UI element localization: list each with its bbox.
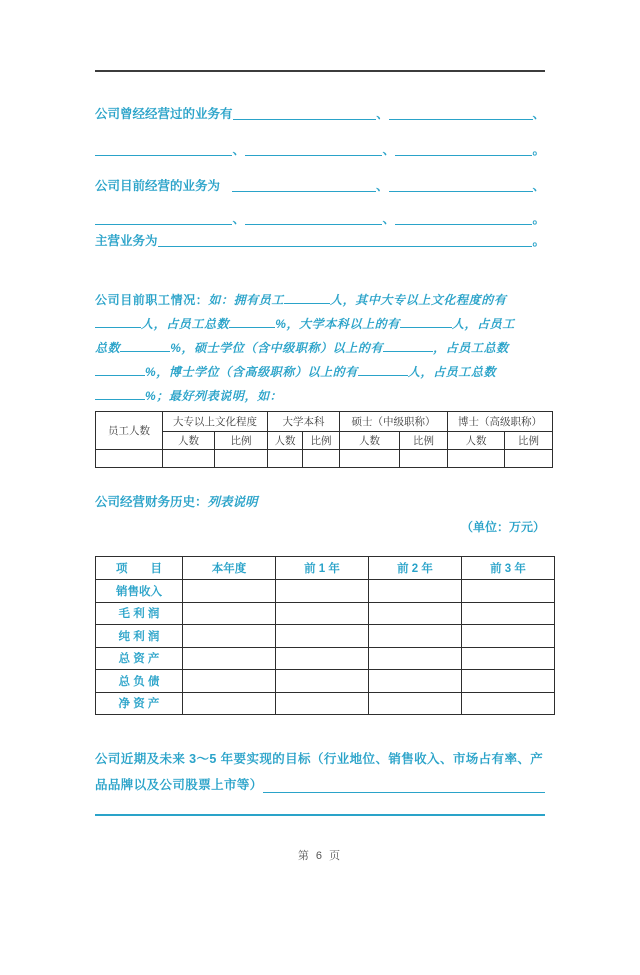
text-run: %，大学本科以上的有 bbox=[275, 317, 400, 331]
blank-field bbox=[263, 792, 545, 793]
blank-field bbox=[95, 388, 145, 400]
blank-field bbox=[233, 119, 377, 120]
staff-empty-cell bbox=[268, 450, 303, 468]
finance-empty-cell bbox=[276, 602, 369, 625]
finance-empty-cell bbox=[369, 580, 462, 603]
staff-col-group-college: 大专以上文化程度 bbox=[163, 412, 268, 432]
page-number: 第 6 页 bbox=[297, 850, 343, 862]
staff-situation-paragraph bbox=[95, 288, 545, 408]
blank-field bbox=[245, 155, 382, 156]
staff-line-1 bbox=[95, 288, 545, 312]
finance-empty-cell bbox=[183, 670, 276, 693]
blank-field bbox=[245, 224, 382, 225]
finance-table-row bbox=[96, 670, 555, 693]
text-run: 。 bbox=[532, 212, 545, 226]
main-business-line bbox=[95, 233, 545, 250]
finance-col-header: 前 2 年 bbox=[369, 557, 462, 580]
staff-subcol-count: 人数 bbox=[340, 432, 400, 450]
staff-subcol-ratio: 比例 bbox=[215, 432, 268, 450]
staff-table-empty-row bbox=[96, 450, 553, 468]
finance-empty-cell bbox=[183, 647, 276, 670]
blank-field bbox=[389, 119, 533, 120]
text-run: 人，占员工 bbox=[451, 317, 515, 331]
finance-empty-cell bbox=[369, 670, 462, 693]
text-run: 、 bbox=[532, 179, 546, 193]
staff-empty-cell bbox=[448, 450, 505, 468]
text-run: 主营业务为 bbox=[95, 234, 158, 248]
finance-empty-cell bbox=[183, 602, 276, 625]
text-run: ，占员工总数 bbox=[433, 341, 509, 355]
staff-subcol-ratio: 比例 bbox=[400, 432, 448, 450]
staff-col-group-doctor: 博士（高级职称） bbox=[448, 412, 553, 432]
blank-field bbox=[95, 224, 232, 225]
finance-empty-cell bbox=[276, 670, 369, 693]
staff-subcol-count: 人数 bbox=[268, 432, 303, 450]
staff-empty-cell bbox=[303, 450, 340, 468]
staff-empty-cell bbox=[340, 450, 400, 468]
finance-empty-cell bbox=[462, 602, 555, 625]
staff-empty-cell bbox=[96, 450, 163, 468]
text-run: 公司曾经经营过的业务有 bbox=[95, 107, 233, 121]
staff-subcol-count: 人数 bbox=[163, 432, 215, 450]
finance-col-header: 本年度 bbox=[183, 557, 276, 580]
staff-subcol-ratio: 比例 bbox=[303, 432, 340, 450]
current-business-line-2 bbox=[95, 211, 545, 228]
text-run: 列表说明 bbox=[207, 495, 258, 509]
text-run: 公司近期及未来 3～5 年要实现的目标（行业地位、销售收入、市场占有率、产 bbox=[95, 752, 544, 766]
finance-empty-cell bbox=[369, 625, 462, 648]
staff-empty-cell bbox=[400, 450, 448, 468]
staff-empty-cell bbox=[215, 450, 268, 468]
text-run: 、 bbox=[532, 107, 546, 121]
text-run: %；最好列表说明，如： bbox=[145, 389, 283, 403]
finance-col-header: 项 目 bbox=[96, 557, 183, 580]
finance-history-heading bbox=[95, 494, 545, 511]
blank-field bbox=[383, 340, 433, 352]
finance-empty-cell bbox=[183, 580, 276, 603]
finance-table-row bbox=[96, 602, 555, 625]
finance-empty-cell bbox=[369, 647, 462, 670]
unit-note: （单位：万元） bbox=[460, 520, 545, 534]
goals-line-2 bbox=[95, 772, 545, 798]
text-run: 、 bbox=[376, 179, 389, 193]
finance-empty-cell bbox=[462, 670, 555, 693]
finance-col-header: 前 1 年 bbox=[276, 557, 369, 580]
text-run: 人，占员工总数 bbox=[407, 365, 497, 379]
finance-empty-cell bbox=[276, 647, 369, 670]
past-business-line-2 bbox=[95, 142, 545, 159]
finance-header-row bbox=[96, 557, 555, 580]
text-run: 人，其中大专以上文化程度的有 bbox=[330, 293, 507, 307]
past-business-line-1 bbox=[95, 106, 545, 123]
blank-field bbox=[358, 364, 408, 376]
finance-row-label: 总 资 产 bbox=[96, 647, 183, 670]
blank-field bbox=[229, 316, 275, 328]
blank-field bbox=[395, 224, 532, 225]
finance-empty-cell bbox=[276, 625, 369, 648]
current-business-line-1 bbox=[95, 178, 545, 195]
finance-table bbox=[95, 556, 555, 715]
blank-field bbox=[400, 316, 452, 328]
staff-col-employees: 员工人数 bbox=[96, 412, 163, 450]
text-run: 品品牌以及公司股票上市等） bbox=[95, 778, 263, 792]
finance-empty-cell bbox=[276, 580, 369, 603]
blank-field bbox=[389, 191, 533, 192]
text-run: 、 bbox=[232, 143, 245, 157]
finance-empty-cell bbox=[462, 625, 555, 648]
finance-empty-cell bbox=[276, 692, 369, 715]
staff-table bbox=[95, 411, 553, 468]
header-rule bbox=[95, 70, 545, 72]
staff-line-5 bbox=[95, 384, 545, 408]
goals-line-1 bbox=[95, 746, 545, 772]
finance-row-label: 总 负 债 bbox=[96, 670, 183, 693]
finance-col-header: 前 3 年 bbox=[462, 557, 555, 580]
staff-subcol-ratio: 比例 bbox=[505, 432, 553, 450]
blank-field bbox=[232, 191, 376, 192]
text-run: 、 bbox=[376, 107, 389, 121]
staff-line-3 bbox=[95, 336, 545, 360]
finance-empty-cell bbox=[462, 580, 555, 603]
text-run: 。 bbox=[532, 143, 545, 157]
text-run: 如：拥有员工 bbox=[208, 293, 285, 307]
finance-empty-cell bbox=[462, 692, 555, 715]
text-run: 公司目前职工情况： bbox=[95, 293, 209, 307]
text-run: 公司经营财务历史： bbox=[95, 495, 208, 509]
text-run: 、 bbox=[382, 143, 395, 157]
text-run: 、 bbox=[232, 212, 245, 226]
blank-field bbox=[395, 155, 532, 156]
finance-row-label: 毛 利 润 bbox=[96, 602, 183, 625]
finance-table-row bbox=[96, 647, 555, 670]
text-run: 、 bbox=[382, 212, 395, 226]
staff-line-2 bbox=[95, 312, 545, 336]
goals-blank-line bbox=[95, 814, 545, 816]
staff-subcol-count: 人数 bbox=[448, 432, 505, 450]
staff-col-group-master: 硕士（中级职称） bbox=[340, 412, 448, 432]
finance-empty-cell bbox=[369, 602, 462, 625]
finance-empty-cell bbox=[462, 647, 555, 670]
finance-table-body bbox=[96, 580, 555, 715]
text-run: 。 bbox=[532, 234, 545, 248]
text-run: %，硕士学位（含中级职称）以上的有 bbox=[170, 341, 384, 355]
finance-empty-cell bbox=[183, 692, 276, 715]
text-run: %，博士学位（含高级职称）以上的有 bbox=[145, 365, 358, 379]
finance-row-label: 销售收入 bbox=[96, 580, 183, 603]
blank-field bbox=[158, 246, 533, 247]
text-run: 公司目前经营的业务为 bbox=[95, 179, 221, 193]
finance-table-row bbox=[96, 580, 555, 603]
text-run: 人，占员工总数 bbox=[141, 317, 230, 331]
blank-field bbox=[284, 292, 330, 304]
staff-empty-cell bbox=[163, 450, 215, 468]
staff-line-4 bbox=[95, 360, 545, 384]
staff-empty-cell bbox=[505, 450, 553, 468]
blank-field bbox=[120, 340, 170, 352]
goals-paragraph bbox=[95, 746, 545, 798]
finance-empty-cell bbox=[369, 692, 462, 715]
blank-field bbox=[95, 155, 232, 156]
staff-col-group-bachelor: 大学本科 bbox=[268, 412, 340, 432]
text-run: 总数 bbox=[95, 341, 121, 355]
finance-row-label: 净 资 产 bbox=[96, 692, 183, 715]
finance-row-label: 纯 利 润 bbox=[96, 625, 183, 648]
finance-table-row bbox=[96, 625, 555, 648]
blank-field bbox=[95, 316, 141, 328]
finance-empty-cell bbox=[183, 625, 276, 648]
finance-table-row bbox=[96, 692, 555, 715]
blank-field bbox=[95, 364, 145, 376]
document-page bbox=[0, 70, 640, 975]
